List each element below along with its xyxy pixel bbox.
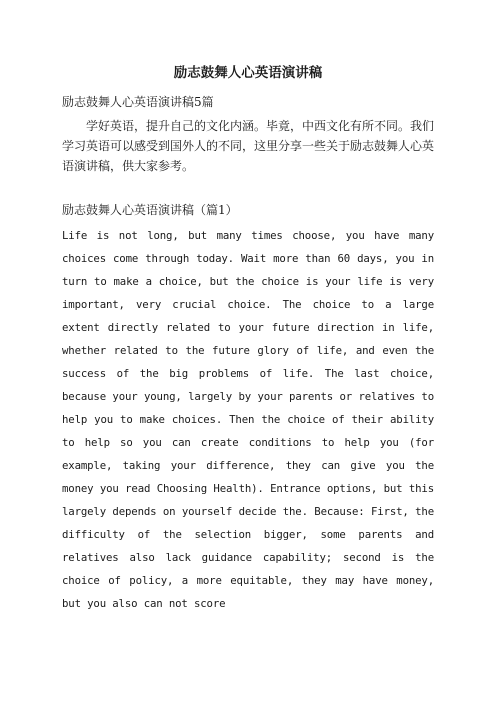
document-title: 励志鼓舞人心英语演讲稿 [173, 65, 323, 81]
document-subtitle: 励志鼓舞人心英语演讲稿5篇 [62, 95, 214, 109]
section-heading: 励志鼓舞人心英语演讲稿（篇1） [62, 203, 238, 217]
intro-paragraph: 学好英语，提升自己的文化内涵。毕竟，中西文化有所不同。我们学习英语可以感受到国外人的不同，这里分享一些关于励志鼓舞人心英语演讲稿，供大家参考。 [62, 119, 435, 173]
body-paragraph: Life is not long, but many times choose, you have many choices come through today. Wait more than 60 days, you in turn to make a choice, but the choice is your life is very important, very crucial choice. The choice to a large extent directly related to your future direction in life, whether related to the future glory of life, and even the success of the big problems of life. The last choice, because your young, largely by your parents or relatives to help you to make choices. Then the choice of their ability to help so you can create conditions to help you (for example, taking your difference, they can give you the money you read Choosing Health). Entrance options, but this largely depends on yourself decide the. Because: First, the difficulty of the selection bigger, some parents and relatives also lack guidance capability; second is the choice of policy, a more equitable, they may have money, but you also can not score [62, 229, 434, 610]
